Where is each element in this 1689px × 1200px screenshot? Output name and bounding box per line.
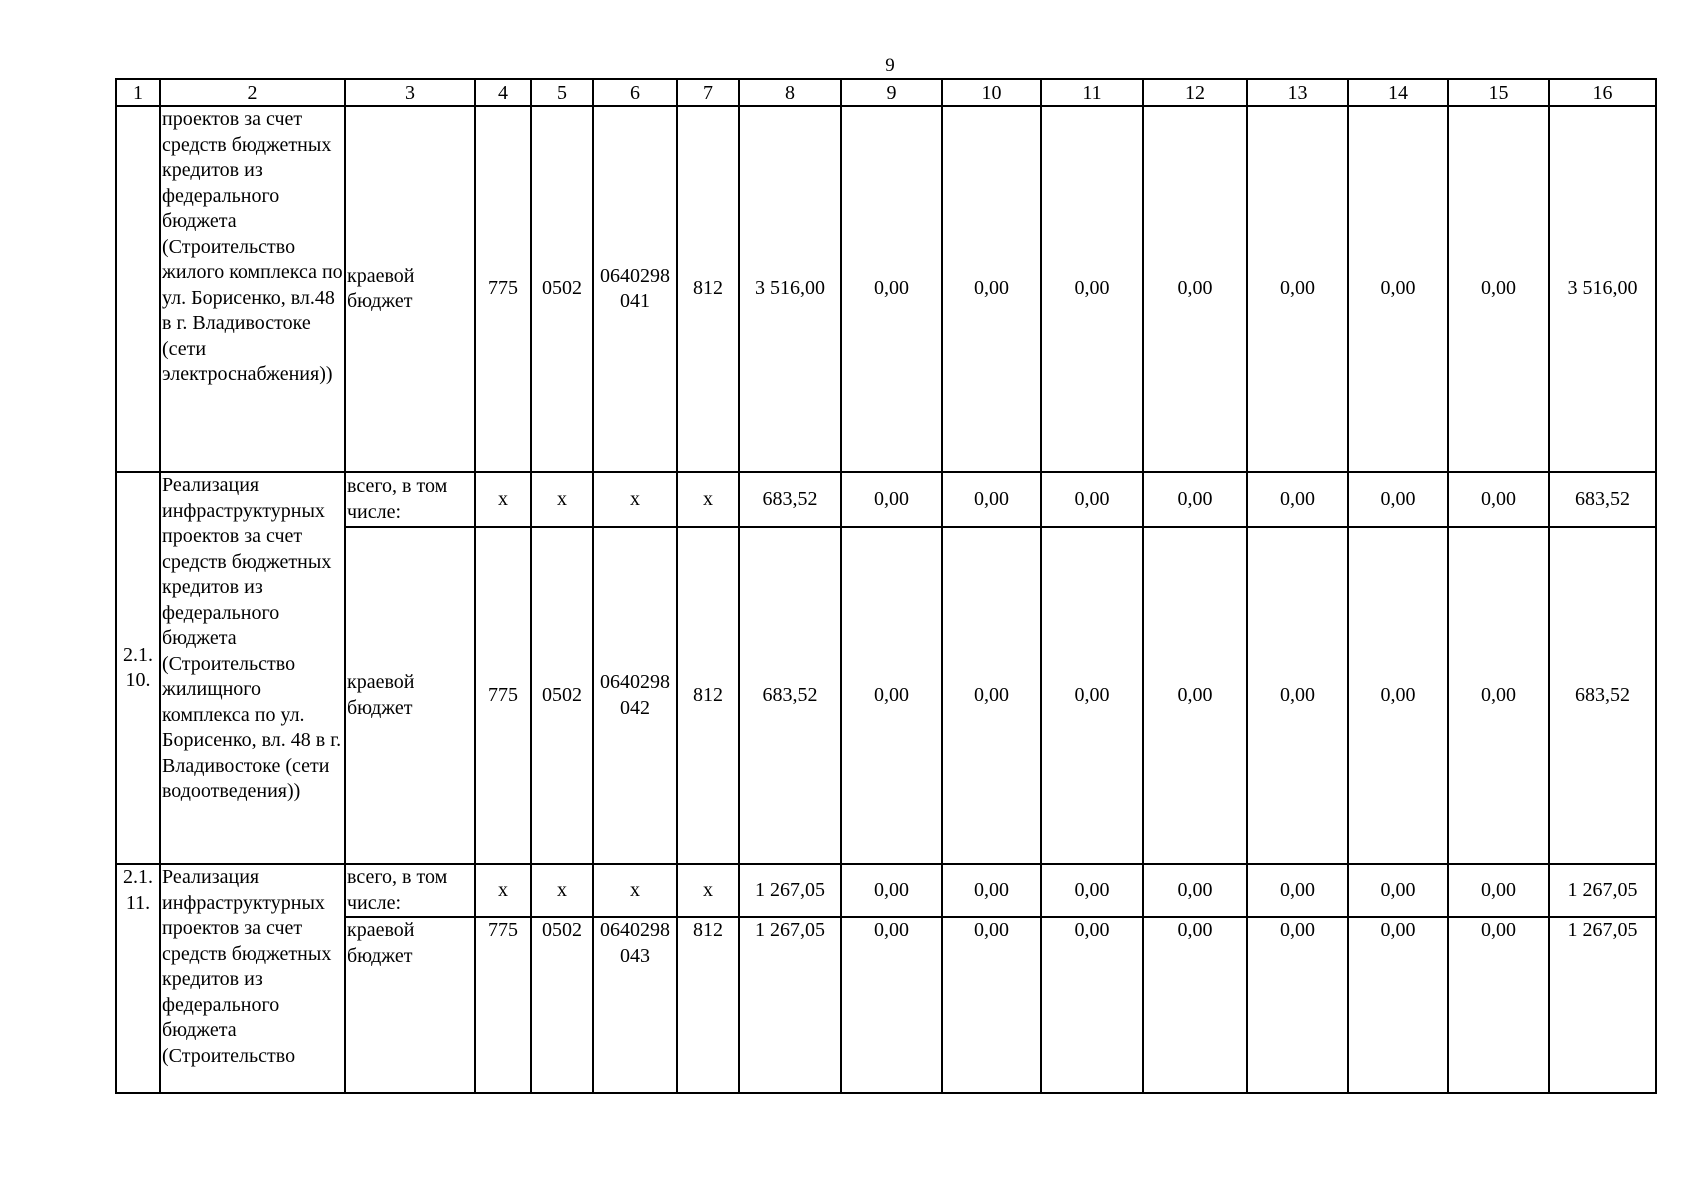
column-header: 1 — [116, 79, 160, 106]
vr-cell: 812 — [677, 917, 739, 1093]
value-cell: 1 267,05 — [739, 917, 841, 1093]
value-cell: 0,00 — [1448, 527, 1549, 864]
column-header: 8 — [739, 79, 841, 106]
csr-cell: x — [593, 472, 677, 527]
column-header: 14 — [1348, 79, 1448, 106]
grbs-cell: 775 — [475, 106, 531, 472]
vr-cell: x — [677, 864, 739, 917]
value-cell: 0,00 — [1247, 527, 1348, 864]
value-cell: 0,00 — [942, 527, 1041, 864]
value-cell: 0,00 — [1143, 106, 1247, 472]
column-header: 11 — [1041, 79, 1143, 106]
value-cell: 0,00 — [841, 917, 942, 1093]
column-header: 7 — [677, 79, 739, 106]
grbs-cell: x — [475, 864, 531, 917]
rzpr-cell: x — [531, 864, 593, 917]
item-name-cell: проектов за счет средств бюджетных кредитов из федерального бюджета (Строительство жилого комплекса по ул. Борисенко, вл.48 в г. Владивостоке (сети электроснабжения)) — [160, 106, 345, 472]
value-cell: 683,52 — [739, 527, 841, 864]
value-cell: 0,00 — [1143, 864, 1247, 917]
value-cell: 0,00 — [942, 917, 1041, 1093]
value-cell: 0,00 — [1448, 472, 1549, 527]
value-cell: 0,00 — [1448, 864, 1549, 917]
column-header: 5 — [531, 79, 593, 106]
csr-cell: x — [593, 864, 677, 917]
column-header: 3 — [345, 79, 475, 106]
column-header: 13 — [1247, 79, 1348, 106]
rzpr-cell: x — [531, 472, 593, 527]
value-cell: 1 267,05 — [739, 864, 841, 917]
value-cell: 0,00 — [1041, 106, 1143, 472]
page-number: 9 — [885, 55, 895, 76]
value-cell: 0,00 — [1348, 106, 1448, 472]
total-label-cell: всего, в том числе: — [345, 864, 475, 917]
value-cell: 1 267,05 — [1549, 864, 1656, 917]
value-cell: 0,00 — [1348, 527, 1448, 864]
funding-source-cell: краевой бюджет — [345, 106, 475, 472]
item-name-cell: Реализация инфраструктурных проектов за счет средств бюджетных кредитов из федерального бюджета (Строительство — [160, 864, 345, 1093]
table-row — [116, 527, 1656, 864]
rzpr-cell: 0502 — [531, 106, 593, 472]
value-cell: 1 267,05 — [1549, 917, 1656, 1093]
value-cell: 0,00 — [1247, 472, 1348, 527]
grbs-cell: 775 — [475, 527, 531, 864]
budget-table — [115, 78, 1657, 1094]
column-header: 6 — [593, 79, 677, 106]
column-header: 9 — [841, 79, 942, 106]
value-cell: 0,00 — [942, 106, 1041, 472]
value-cell: 0,00 — [1041, 527, 1143, 864]
item-index-cell: 2.1. 10. — [116, 472, 160, 864]
value-cell: 0,00 — [1143, 527, 1247, 864]
rzpr-cell: 0502 — [531, 917, 593, 1093]
value-cell: 683,52 — [1549, 527, 1656, 864]
column-number-row — [116, 79, 1656, 106]
csr-cell: 0640298 041 — [593, 106, 677, 472]
value-cell: 0,00 — [841, 864, 942, 917]
table-row — [116, 917, 1656, 1093]
csr-cell: 0640298 042 — [593, 527, 677, 864]
column-header: 12 — [1143, 79, 1247, 106]
column-header: 10 — [942, 79, 1041, 106]
total-label-cell: всего, в том числе: — [345, 472, 475, 527]
item-index-cell — [116, 106, 160, 472]
value-cell: 0,00 — [1143, 917, 1247, 1093]
value-cell: 0,00 — [1041, 917, 1143, 1093]
value-cell: 0,00 — [841, 527, 942, 864]
rzpr-cell: 0502 — [531, 527, 593, 864]
vr-cell: x — [677, 472, 739, 527]
csr-cell: 0640298 043 — [593, 917, 677, 1093]
value-cell: 0,00 — [942, 472, 1041, 527]
column-header: 16 — [1549, 79, 1656, 106]
column-header: 2 — [160, 79, 345, 106]
value-cell: 0,00 — [1041, 864, 1143, 917]
value-cell: 0,00 — [1247, 106, 1348, 472]
funding-source-cell: краевой бюджет — [345, 917, 475, 1093]
value-cell: 683,52 — [1549, 472, 1656, 527]
value-cell: 3 516,00 — [739, 106, 841, 472]
value-cell: 0,00 — [1448, 917, 1549, 1093]
column-header: 4 — [475, 79, 531, 106]
value-cell: 0,00 — [841, 106, 942, 472]
vr-cell: 812 — [677, 106, 739, 472]
column-header: 15 — [1448, 79, 1549, 106]
value-cell: 0,00 — [1348, 917, 1448, 1093]
table-row — [116, 864, 1656, 917]
item-name-cell: Реализация инфраструктурных проектов за счет средств бюджетных кредитов из федерального бюджета (Строительство жилищного комплекса по ул. Борисенко, вл. 48 в г. Владивостоке (сети водоотведения)) — [160, 472, 345, 864]
value-cell: 0,00 — [1247, 864, 1348, 917]
value-cell: 0,00 — [1041, 472, 1143, 527]
value-cell: 0,00 — [1143, 472, 1247, 527]
value-cell: 0,00 — [841, 472, 942, 527]
value-cell: 3 516,00 — [1549, 106, 1656, 472]
value-cell: 683,52 — [739, 472, 841, 527]
funding-source-cell: краевой бюджет — [345, 527, 475, 864]
vr-cell: 812 — [677, 527, 739, 864]
value-cell: 0,00 — [1348, 472, 1448, 527]
value-cell: 0,00 — [1448, 106, 1549, 472]
value-cell: 0,00 — [1348, 864, 1448, 917]
grbs-cell: x — [475, 472, 531, 527]
value-cell: 0,00 — [942, 864, 1041, 917]
table-row — [116, 472, 1656, 527]
table-row — [116, 106, 1656, 472]
value-cell: 0,00 — [1247, 917, 1348, 1093]
grbs-cell: 775 — [475, 917, 531, 1093]
item-index-cell: 2.1. 11. — [116, 864, 160, 1093]
